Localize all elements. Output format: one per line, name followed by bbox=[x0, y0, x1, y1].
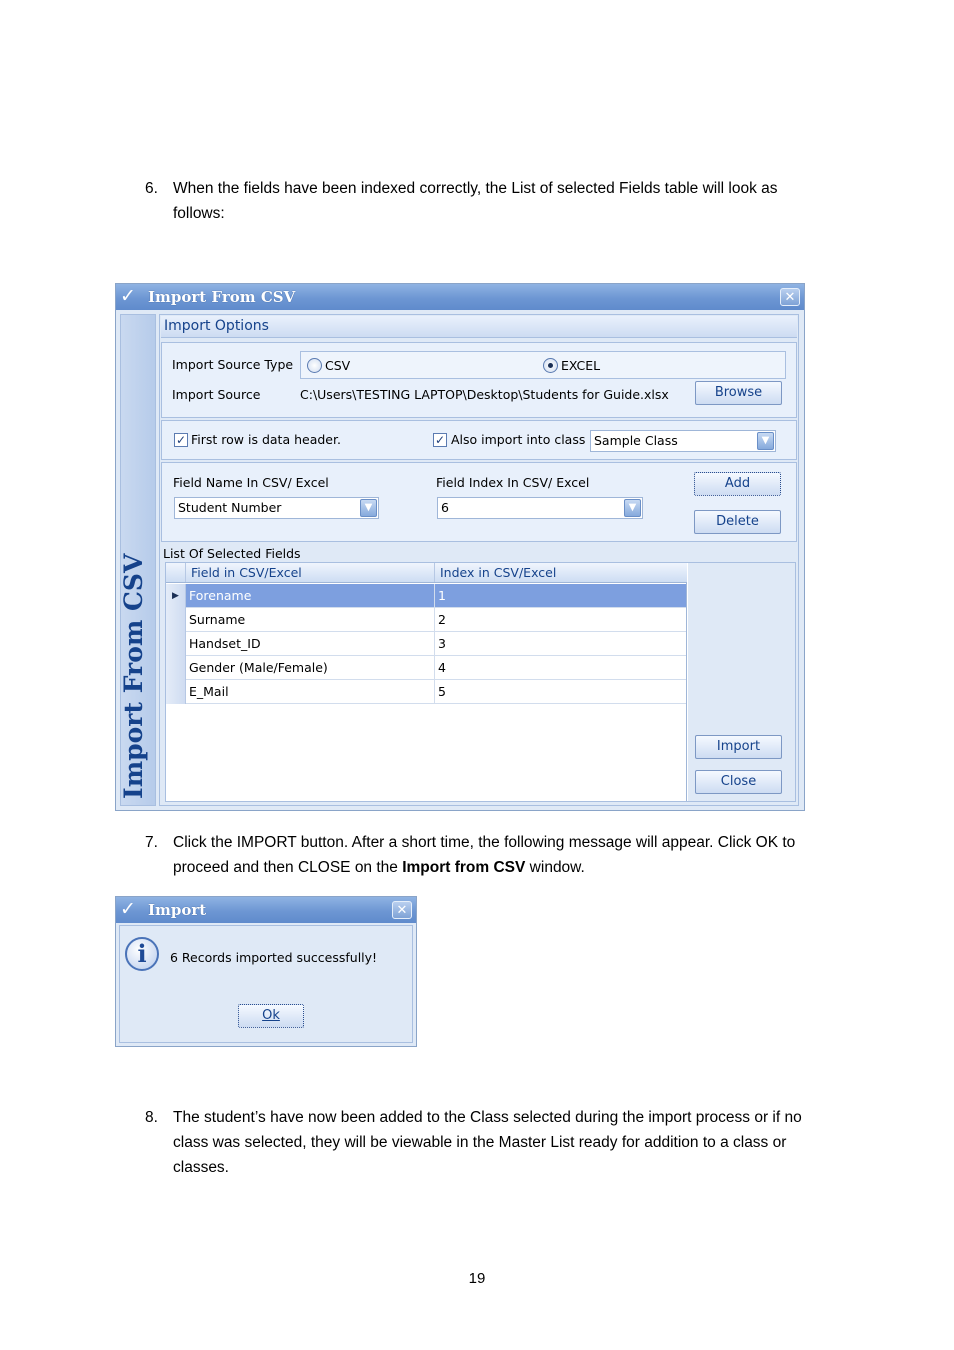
selected-fields-grid bbox=[166, 563, 687, 801]
field-index-combo[interactable] bbox=[437, 497, 643, 519]
row-header bbox=[166, 656, 186, 680]
radio-excel-label: EXCEL bbox=[561, 358, 601, 373]
cell-field: Handset_ID bbox=[189, 636, 261, 651]
paragraph-text-line: class was selected, they will be viewable in the Master List ready for addition to a class or bbox=[173, 1134, 787, 1151]
side-banner-text: Import From CSV bbox=[119, 553, 148, 799]
list-number: 7. bbox=[145, 834, 158, 851]
field-name-label: Field Name In CSV/ Excel bbox=[173, 475, 329, 490]
field-index-label: Field Index In CSV/ Excel bbox=[436, 475, 590, 490]
row-header bbox=[166, 632, 186, 656]
import-source-path: C:\Users\TESTING LAPTOP\Desktop\Students for Guide.xlsx bbox=[300, 387, 669, 402]
section-title: Import Options bbox=[164, 318, 269, 334]
import-dialog bbox=[115, 896, 417, 1047]
field-name-combo[interactable] bbox=[174, 497, 379, 519]
close-icon[interactable]: ✕ bbox=[392, 901, 412, 919]
bold-text-run: Import from CSV bbox=[402, 859, 526, 876]
text-run: proceed and then CLOSE on the bbox=[173, 859, 403, 876]
close-button[interactable]: Close bbox=[695, 770, 782, 794]
delete-button[interactable]: Delete bbox=[694, 510, 781, 534]
dialog-body bbox=[119, 925, 413, 1043]
also-import-checkbox[interactable]: ✓ bbox=[434, 433, 446, 447]
paragraph-text-line bbox=[173, 855, 585, 880]
row-pointer-icon: ▶ bbox=[166, 584, 186, 608]
column-header-field[interactable]: Field in CSV/Excel bbox=[191, 565, 302, 580]
close-icon[interactable]: ✕ bbox=[780, 288, 800, 306]
class-combo-value: Sample Class bbox=[594, 433, 678, 448]
row-header bbox=[166, 680, 186, 704]
list-title: List Of Selected Fields bbox=[163, 546, 301, 561]
table-row[interactable] bbox=[166, 584, 686, 608]
side-banner bbox=[120, 314, 156, 806]
cell-index: 4 bbox=[434, 656, 686, 680]
first-row-header-label: First row is data header. bbox=[191, 432, 341, 447]
field-name-value: Student Number bbox=[178, 500, 282, 515]
dialog-message: 6 Records imported successfully! bbox=[170, 950, 378, 965]
table-row[interactable] bbox=[166, 632, 686, 656]
table-row[interactable] bbox=[166, 656, 686, 680]
page-number: 19 bbox=[468, 1270, 486, 1287]
info-icon: i bbox=[125, 937, 159, 971]
paragraph-text-line: Click the IMPORT button. After a short time, the following message will appear. Click OK to bbox=[173, 834, 796, 851]
cell-index: 3 bbox=[434, 632, 686, 656]
import-source-type-label: Import Source Type bbox=[172, 357, 294, 372]
checkmark-icon: ✓ bbox=[120, 899, 136, 920]
field-index-value: 6 bbox=[441, 500, 449, 515]
table-row[interactable] bbox=[166, 608, 686, 632]
row-header bbox=[166, 608, 186, 632]
cell-field: Gender (Male/Female) bbox=[189, 660, 328, 675]
class-combo[interactable] bbox=[590, 430, 776, 452]
column-header-index[interactable]: Index in CSV/Excel bbox=[440, 565, 557, 580]
chevron-down-icon[interactable]: ▼ bbox=[624, 499, 641, 517]
field-mapping-section bbox=[161, 462, 797, 542]
cell-field: Surname bbox=[189, 612, 246, 627]
import-from-csv-window bbox=[115, 283, 805, 811]
main-panel bbox=[159, 314, 799, 806]
source-section bbox=[161, 342, 797, 418]
ok-button[interactable]: Ok bbox=[238, 1004, 304, 1028]
chevron-down-icon[interactable]: ▼ bbox=[360, 499, 377, 517]
radio-excel[interactable] bbox=[543, 358, 558, 373]
radio-csv-label: CSV bbox=[325, 358, 351, 373]
button-column bbox=[688, 563, 795, 801]
window-titlebar bbox=[116, 284, 804, 310]
list-area bbox=[165, 562, 796, 802]
list-number: 6. bbox=[145, 180, 158, 197]
radio-csv[interactable] bbox=[307, 358, 322, 373]
dialog-titlebar bbox=[116, 897, 416, 923]
paragraph-text-line: follows: bbox=[173, 205, 225, 222]
dialog-title: Import bbox=[148, 901, 207, 919]
paragraph-text-line: classes. bbox=[173, 1159, 229, 1176]
grid-corner bbox=[166, 563, 186, 582]
paragraph-7 bbox=[145, 830, 865, 882]
first-row-header-checkbox[interactable]: ✓ bbox=[175, 433, 187, 447]
column-divider bbox=[434, 563, 435, 582]
list-number: 8. bbox=[145, 1109, 158, 1126]
also-import-label: Also import into class bbox=[451, 432, 586, 447]
options-section bbox=[161, 420, 797, 460]
import-button[interactable]: Import bbox=[695, 735, 782, 759]
checkmark-icon: ✓ bbox=[120, 286, 136, 307]
cell-index: 1 bbox=[434, 584, 686, 608]
paragraph-text-line: When the fields have been indexed correctly, the List of selected Fields table will look as bbox=[173, 180, 778, 197]
source-type-group bbox=[300, 351, 786, 379]
import-source-label: Import Source bbox=[172, 387, 261, 402]
paragraph-8 bbox=[145, 1105, 865, 1182]
paragraph-6 bbox=[145, 176, 845, 228]
cell-field: E_Mail bbox=[189, 684, 229, 699]
section-header bbox=[161, 316, 797, 338]
cell-index: 5 bbox=[434, 680, 686, 704]
add-button[interactable]: Add bbox=[694, 472, 781, 496]
text-run: window. bbox=[525, 859, 585, 876]
browse-button[interactable]: Browse bbox=[695, 381, 782, 405]
cell-index: 2 bbox=[434, 608, 686, 632]
window-title: Import From CSV bbox=[148, 288, 296, 306]
chevron-down-icon[interactable]: ▼ bbox=[757, 432, 774, 450]
cell-field: Forename bbox=[189, 588, 252, 603]
table-row[interactable] bbox=[166, 680, 686, 704]
grid-header bbox=[166, 563, 687, 583]
paragraph-text-line: The student’s have now been added to the Class selected during the import process or if no bbox=[173, 1109, 802, 1126]
